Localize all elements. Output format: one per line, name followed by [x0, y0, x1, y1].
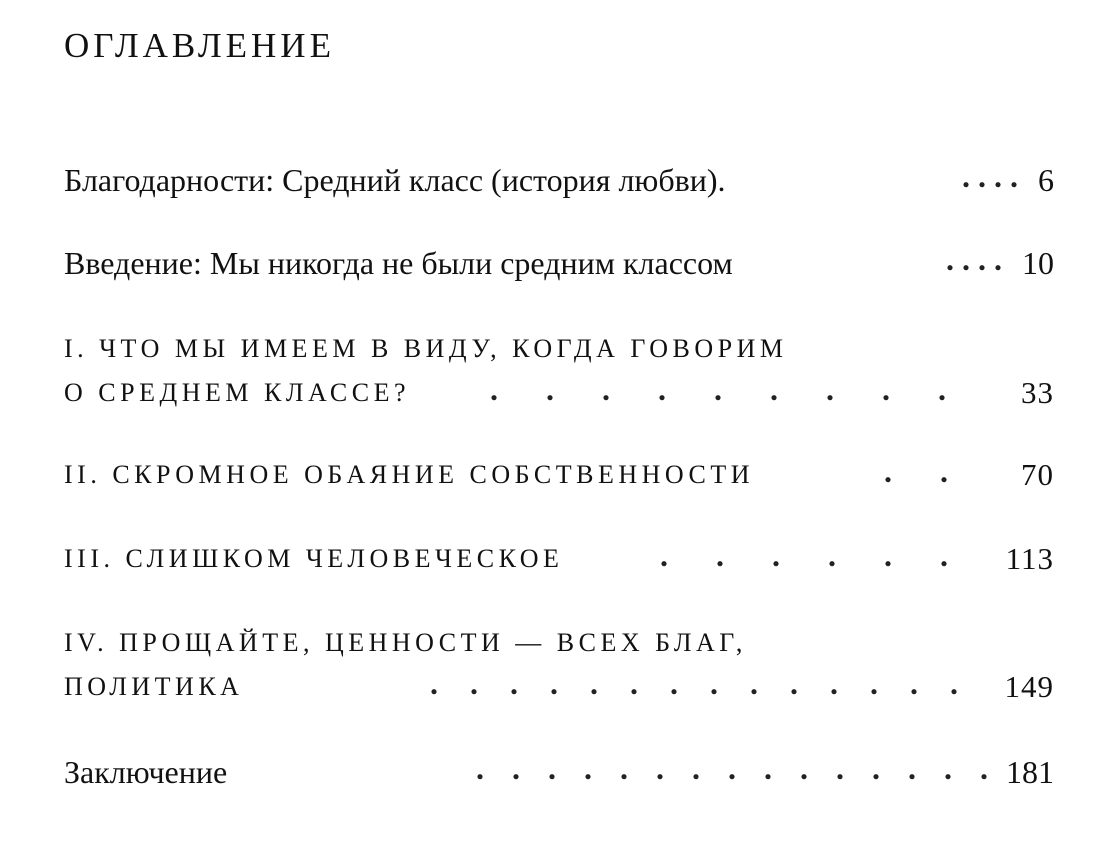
toc-entry-title: Введение: Мы никогда не были средним классом [64, 245, 733, 281]
toc-dot-leader: . . . . [962, 158, 1018, 194]
toc-page-number: 181 [1006, 754, 1054, 790]
toc-page-number: 6 [1038, 162, 1054, 198]
toc-dot-leader: . . . . [946, 241, 1002, 277]
toc-entry-chapter-3[interactable] [64, 536, 1054, 582]
toc-heading: ОГЛАВЛЕНИЕ [64, 26, 335, 65]
toc-dot-leader: . . [884, 453, 968, 489]
toc-entry-title: Заключение [64, 754, 228, 790]
toc-dot-leader: . . . . . . . . . . . . . . [430, 665, 970, 701]
toc-entry-title: III. СЛИШКОМ ЧЕЛОВЕЧЕСКОЕ [64, 544, 564, 573]
toc-entry-acknowledgements[interactable] [64, 157, 1054, 203]
toc-entry-introduction[interactable] [64, 240, 1054, 286]
toc-dot-leader: . . . . . . . . . [490, 371, 966, 407]
toc-entry-title: IV. ПРОЩАЙТЕ, ЦЕННОСТИ — ВСЕХ БЛАГ, [64, 628, 747, 657]
toc-entry-chapter-2[interactable] [64, 452, 1054, 498]
toc-entry-chapter-4[interactable] [64, 620, 1054, 710]
toc-page-number: 113 [1005, 541, 1054, 576]
toc-page-number: 33 [1021, 375, 1054, 410]
toc-dot-leader: . . . . . . [660, 537, 968, 573]
toc-entry-title-continued: О СРЕДНЕМ КЛАССЕ? [64, 378, 411, 407]
toc-entry-chapter-1[interactable] [64, 326, 1054, 416]
toc-entry-title: II. СКРОМНОЕ ОБАЯНИЕ СОБСТВЕННОСТИ [64, 460, 754, 489]
toc-entry-title-continued: ПОЛИТИКА [64, 672, 244, 701]
toc-entry-title: I. ЧТО МЫ ИМЕЕМ В ВИДУ, КОГДА ГОВОРИМ [64, 334, 788, 363]
toc-dot-leader: . . . . . . . . . . . . . . . [476, 750, 998, 786]
toc-page-number: 70 [1021, 457, 1054, 492]
toc-entry-conclusion[interactable] [64, 749, 1054, 795]
toc-page-number: 149 [1004, 669, 1054, 704]
toc-page-number: 10 [1022, 245, 1054, 281]
toc-entry-title: Благодарности: Средний класс (история любви). [64, 162, 726, 198]
